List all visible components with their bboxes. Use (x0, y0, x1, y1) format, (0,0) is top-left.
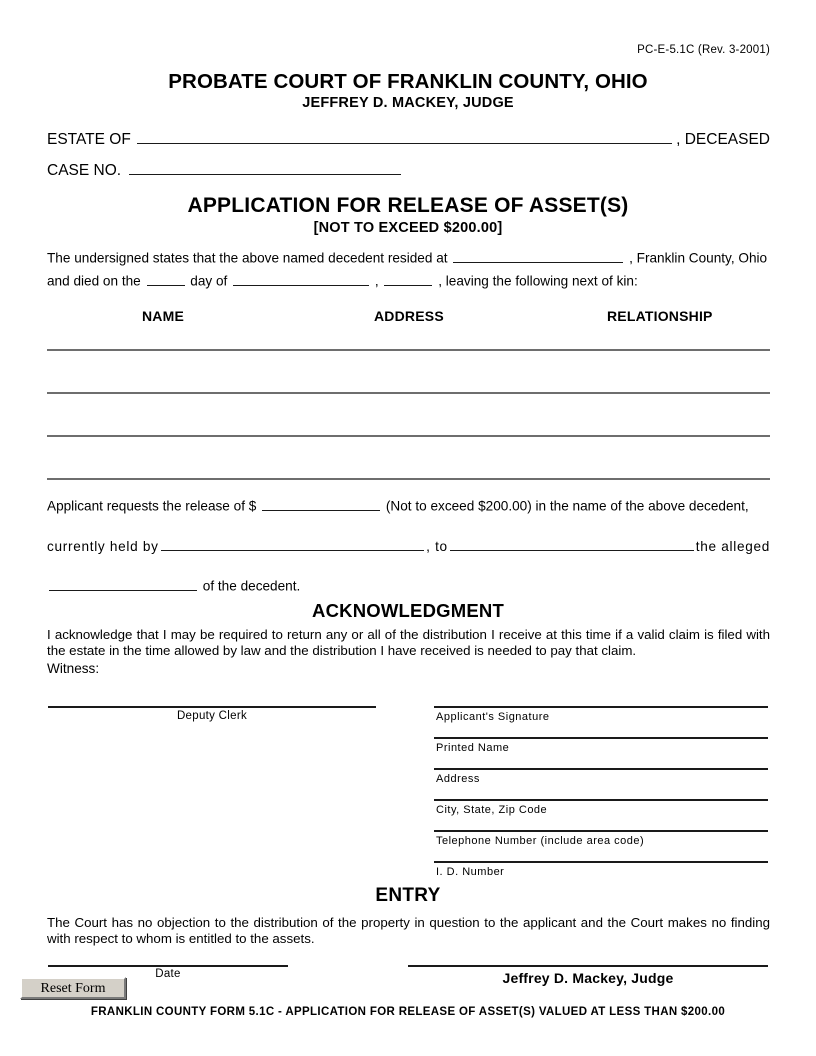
signature-row (434, 768, 768, 799)
judge-name: Jeffrey D. Mackey, Judge (502, 970, 674, 986)
telephone-caption: Telephone Number (include area code) (436, 835, 645, 847)
alleged-label: the alleged (695, 538, 770, 554)
request-amount-note: (Not to exceed $200.00) in the name of the above decedent, (385, 498, 749, 514)
applicant-signature-block (434, 706, 768, 892)
entry-body: The Court has no objection to the distribution of the property in question to the applicant and the Court makes no finding with respect to whom is entitled to the assets. (47, 915, 770, 946)
held-by-input[interactable] (161, 538, 424, 551)
deputy-clerk-caption: Deputy Clerk (176, 710, 248, 722)
estate-of-input[interactable] (137, 132, 672, 144)
printed-name-caption: Printed Name (436, 742, 510, 754)
form-footer: FRANKLIN COUNTY FORM 5.1C - APPLICATION FOR RELEASE OF ASSET(S) VALUED AT LESS THAN $200.00 (90, 1006, 726, 1018)
signature-row (434, 737, 768, 768)
estate-of-row (47, 131, 770, 149)
form-number: PC-E-5.1C (Rev. 3-2001) (637, 44, 770, 56)
recital-text-a: The undersigned states that the above named decedent resided at (47, 250, 448, 266)
id-number-caption: I. D. Number (436, 866, 505, 878)
city-state-zip-caption: City, State, Zip Code (436, 804, 548, 816)
death-date-label-a: and died on the (47, 273, 141, 289)
death-day-input[interactable] (147, 273, 185, 286)
deceased-label: , DECEASED (676, 131, 770, 148)
application-subtitle: [NOT TO EXCEED $200.00] (313, 220, 503, 236)
date-caption: Date (155, 968, 181, 980)
death-date-label-b: day of (190, 273, 228, 289)
witness-label: Witness: (47, 661, 100, 676)
kin-row-line[interactable] (47, 392, 770, 394)
applicant-signature-caption: Applicant's Signature (436, 711, 550, 723)
request-amount-input[interactable] (262, 498, 380, 511)
kin-column-name: NAME (142, 308, 185, 324)
signature-row (434, 830, 768, 861)
reset-form-button[interactable]: Reset Form (20, 977, 126, 999)
held-by-label: currently held by (47, 538, 159, 554)
kin-row-line[interactable] (47, 349, 770, 351)
address-caption: Address (436, 773, 480, 785)
acknowledgment-title: ACKNOWLEDGMENT (312, 600, 504, 621)
signature-row (434, 706, 768, 737)
case-no-row (47, 162, 401, 180)
case-no-label: CASE NO. (47, 162, 122, 179)
relationship-input[interactable] (49, 578, 197, 591)
of-decedent-label: of the decedent. (202, 578, 301, 594)
kin-row-line[interactable] (47, 435, 770, 437)
kin-table-rows (47, 349, 770, 521)
deputy-clerk-block (48, 706, 376, 722)
recital-line-2 (47, 273, 770, 289)
judge-signature-block (408, 965, 768, 986)
acknowledgment-body: I acknowledge that I may be required to return any or all of the distribution I receive at this time if a valid claim is filed with the estate in the time allowed by law and the distribution I have received is needed to pay that claim. (47, 627, 770, 658)
death-year-input[interactable] (384, 273, 432, 286)
request-amount-label: Applicant requests the release of $ (47, 498, 257, 514)
case-no-input[interactable] (129, 163, 401, 175)
kin-column-relationship: RELATIONSHIP (607, 308, 713, 324)
kin-column-address: ADDRESS (374, 308, 444, 324)
released-to-input[interactable] (450, 538, 694, 551)
kin-row-line[interactable] (47, 478, 770, 480)
request-line-3 (47, 578, 300, 594)
court-title: PROBATE COURT OF FRANKLIN COUNTY, OHIO (168, 70, 648, 93)
signature-row (434, 799, 768, 830)
death-date-label-d: , leaving the following next of kin: (438, 273, 638, 289)
death-month-input[interactable] (233, 273, 369, 286)
application-title: APPLICATION FOR RELEASE OF ASSET(S) (187, 194, 629, 217)
death-date-comma: , (374, 273, 379, 289)
estate-of-label: ESTATE OF (47, 131, 131, 148)
recital-text-b: , Franklin County, Ohio (629, 250, 768, 266)
judge-title: JEFFREY D. MACKEY, JUDGE (302, 95, 514, 111)
request-line-1 (47, 498, 770, 514)
released-to-label: , to (426, 538, 448, 554)
entry-title: ENTRY (375, 885, 441, 906)
residence-input[interactable] (453, 250, 623, 263)
request-line-2 (47, 538, 770, 554)
kin-table-header (47, 308, 770, 326)
recital-line-1 (47, 250, 770, 266)
